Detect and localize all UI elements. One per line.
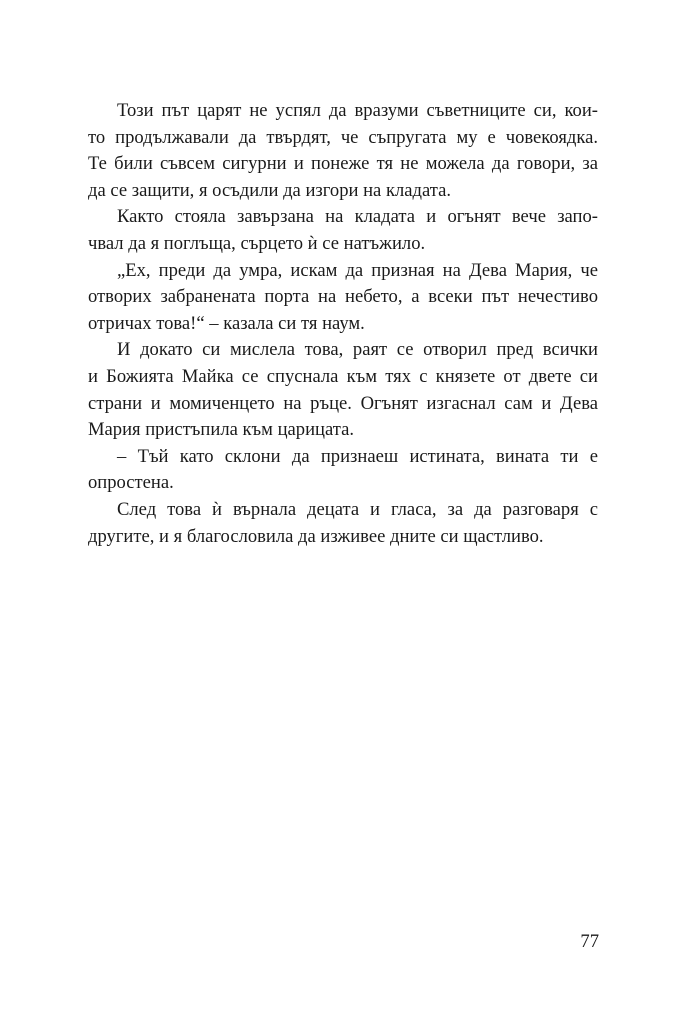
- text-line: Този път царят не успял да вразуми съветниците си, кои-: [117, 100, 598, 121]
- text-line: Мария пристъпила към царицата.: [88, 419, 354, 441]
- text-line: Както стояла завързана на кладата и огънят вече запо-: [117, 206, 598, 228]
- text-line: другите, и я благословила да изживее дните си щастливо.: [88, 525, 544, 547]
- text-line: чвал да я поглъща, сърцето ѝ се натъжило.: [88, 232, 426, 254]
- text-line: то продължавали да твърдят, че съпругата му е човекоядка.: [88, 126, 598, 148]
- page-number: 77: [580, 931, 599, 952]
- text-line: отворих забранената порта на небето, а всеки път нечестиво: [88, 286, 598, 308]
- text-line: – Тъй като склони да признаеш истината, вината ти е: [117, 445, 598, 467]
- text-line: Те били съвсем сигурни и понеже тя не можела да говори, за: [88, 153, 598, 175]
- text-line: И докато си мислела това, раят се отворил пред всички: [117, 339, 598, 361]
- body-text: [88, 98, 598, 550]
- text-line: страни и момиченцето на ръце. Огънят изгаснал сам и Дева: [88, 392, 598, 414]
- text-line: опростена.: [88, 472, 174, 494]
- text-line: След това ѝ върнала децата и гласа, за да разговаря с: [117, 498, 598, 520]
- text-line: отричах това!“ – казала си тя наум.: [88, 312, 365, 334]
- text-line: „Ех, преди да умра, искам да призная на Дева Мария, че: [117, 259, 598, 281]
- text-line: и Божията Майка се спуснала към тях с князете от двете си: [88, 365, 598, 387]
- text-line: да се защити, я осъдили да изгори на кладата.: [88, 179, 452, 201]
